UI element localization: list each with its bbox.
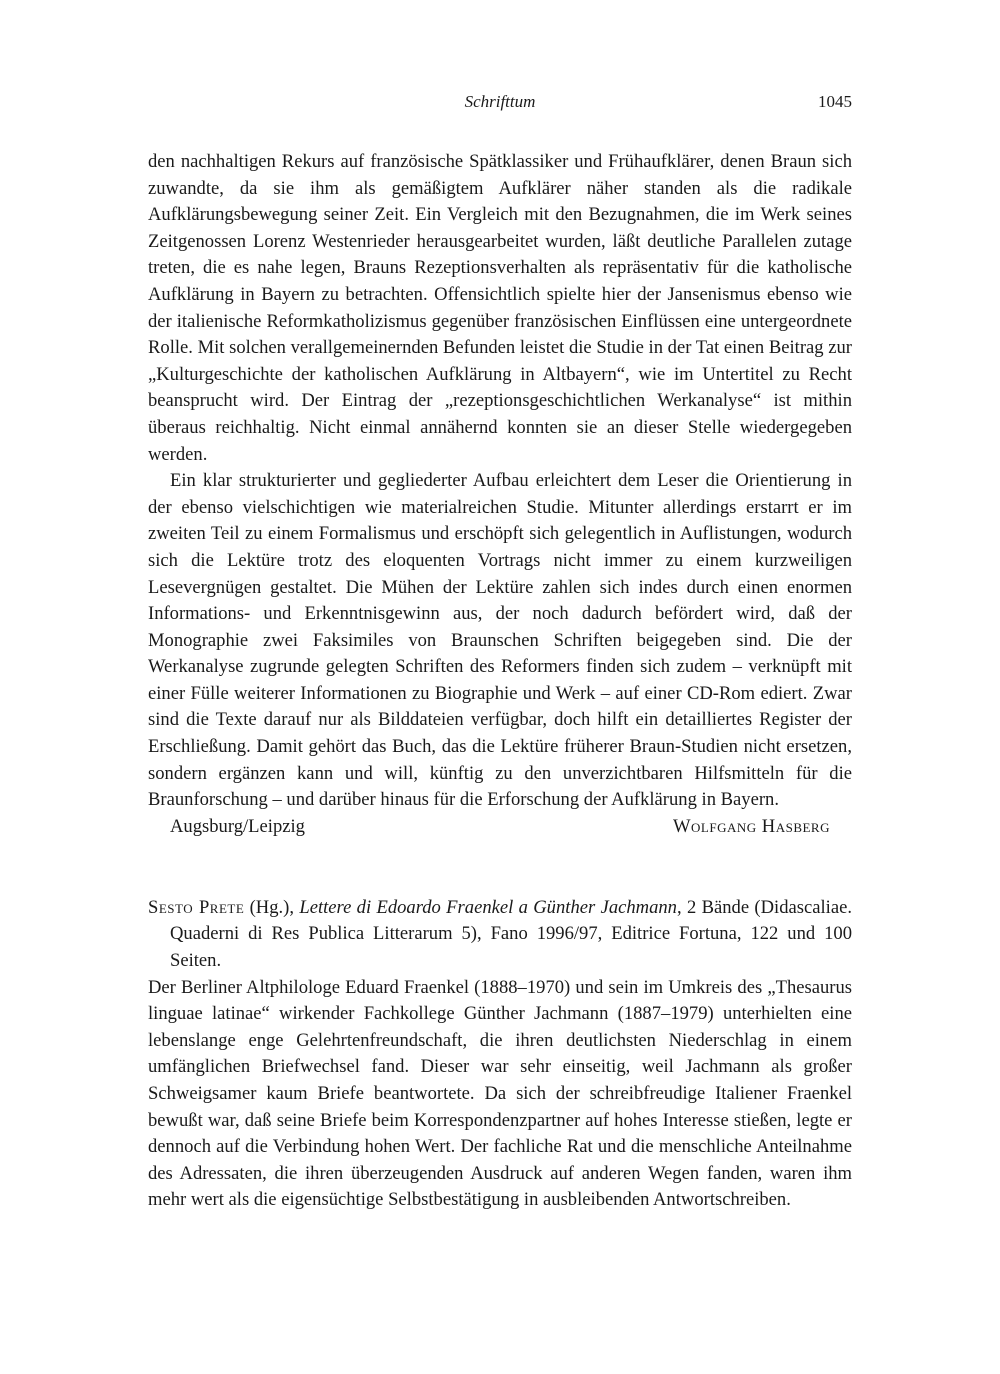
bibliographic-entry	[148, 895, 852, 975]
page-number: 1045	[818, 92, 852, 111]
review-paragraph: Der Berliner Altphilologe Eduard Fraenkel (1888–1970) und sein im Umkreis des „Thesaurus linguae latinae“ wirkender Fachkollege Günther Jachmann (1887–1979) unterhielten eine lebenslange enge Gelehrtenfreundschaft, die ihren deutlichsten Niederschlag in einem umfänglichen Briefwechsel fand. Dieser war sehr einseitig, weil Jachmann als großer Schweigsamer kaum Briefe beantwortete. Da sich der schreibfreudige Italiener Fraenkel bewußt war, daß seine Briefe beim Korrespondenzpartner auf hohes Interesse stießen, legte er dennoch auf die Verbindung hohen Wert. Der fachliche Rat und die menschliche Anteilnahme des Adressaten, die ihren überzeugenden Ausdruck auf anderen Wegen fanden, waren ihm mehr wert als die eigensüchtige Selbstbestätigung in ausbleibenden Antwortschreiben.	[148, 976, 852, 1211]
entry-editor-role: (Hg.),	[244, 896, 300, 918]
review-fraenkel	[148, 895, 852, 1214]
entry-details: , 2 Bände (Didascaliae. Quaderni di Res Publica Litterarum 5), Fano 1996/97, Editrice Fortuna, 122 und 100 Seiten.	[170, 896, 852, 972]
review-paragraph: den nachhaltigen Rekurs auf französische Spätklassiker und Frühaufklärer, denen Braun sich zuwandte, da sie ihm als gemäßigtem Aufklärer näher standen als die radikale Aufklärungsbewegung seiner Zeit. Ein Vergleich mit den Bezugnahmen, die im Werk seines Zeitgenossen Lorenz Westenrieder herausgearbeitet wurden, läßt deutliche Parallelen zutage treten, die es nahe legen, Brauns Rezeptionsverhalten als repräsentativ für die katholische Aufklärung in Bayern zu betrachten. Offensichtlich spielte hier der Jansenismus ebenso wie der italienische Reformkatholizismus gegenüber französischen Einflüssen eine untergeordnete Rolle. Mit solchen verallgemeinernden Befunden leistet die Studie in der Tat einen Beitrag zur „Kulturgeschichte der katholischen Aufklärung in Altbayern“, wie im Untertitel zu Recht beansprucht wird. Der Eintrag der „rezeptionsgeschichtlichen Werkanalyse“ ist mithin überaus reichhaltig. Nicht einmal annähernd konnten sie an dieser Stelle wiedergegeben werden.	[148, 151, 852, 465]
review-braun	[148, 149, 852, 841]
running-title: Schrifttum	[464, 92, 536, 111]
book-page	[148, 92, 852, 1214]
reviewer-name: Wolfgang Hasberg	[672, 815, 830, 837]
review-place: Augsburg/Leipzig	[170, 815, 305, 837]
running-head	[148, 92, 852, 122]
entry-editor: Sesto Prete	[148, 896, 245, 918]
review-signature	[148, 814, 852, 841]
entry-title: Lettere di Edoardo Fraenkel a Günther Jachmann	[299, 896, 677, 918]
review-paragraph: Ein klar strukturierter und gegliederter Aufbau erleichtert dem Leser die Orientierung in der ebenso vielschichtigen wie materialreichen Studie. Mitunter allerdings erstarrt er im zweiten Teil zu einem Formalismus und erschöpft sich gelegentlich in Auflistungen, wodurch sich die Lektüre trotz des eloquenten Vortrags nicht immer zu einem kurzweiligen Lesevergnügen gestaltet. Die Mühen der Lektüre zahlen sich indes durch einen enormen Informations- und Erkenntnisgewinn aus, der noch dadurch befördert wird, daß der Monographie zwei Faksimiles von Braunschen Schriften beigegeben sind. Die der Werkanalyse zugrunde gelegten Schriften des Reformers finden sich zudem – verknüpft mit einer Fülle weiterer Informationen zu Biographie und Werk – auf einer CD-Rom ediert. Zwar sind die Texte darauf nur als Bilddateien verfügbar, doch hilft ein detailliertes Register der Erschließung. Damit gehört das Buch, das die Lektüre früherer Braun-Studien nicht ersetzen, sondern ergänzen kann und will, künftig zu den unverzichtbaren Hilfsmitteln für die Braunforschung – und darüber hinaus für die Erforschung der Aufklärung in Bayern.	[148, 470, 852, 811]
